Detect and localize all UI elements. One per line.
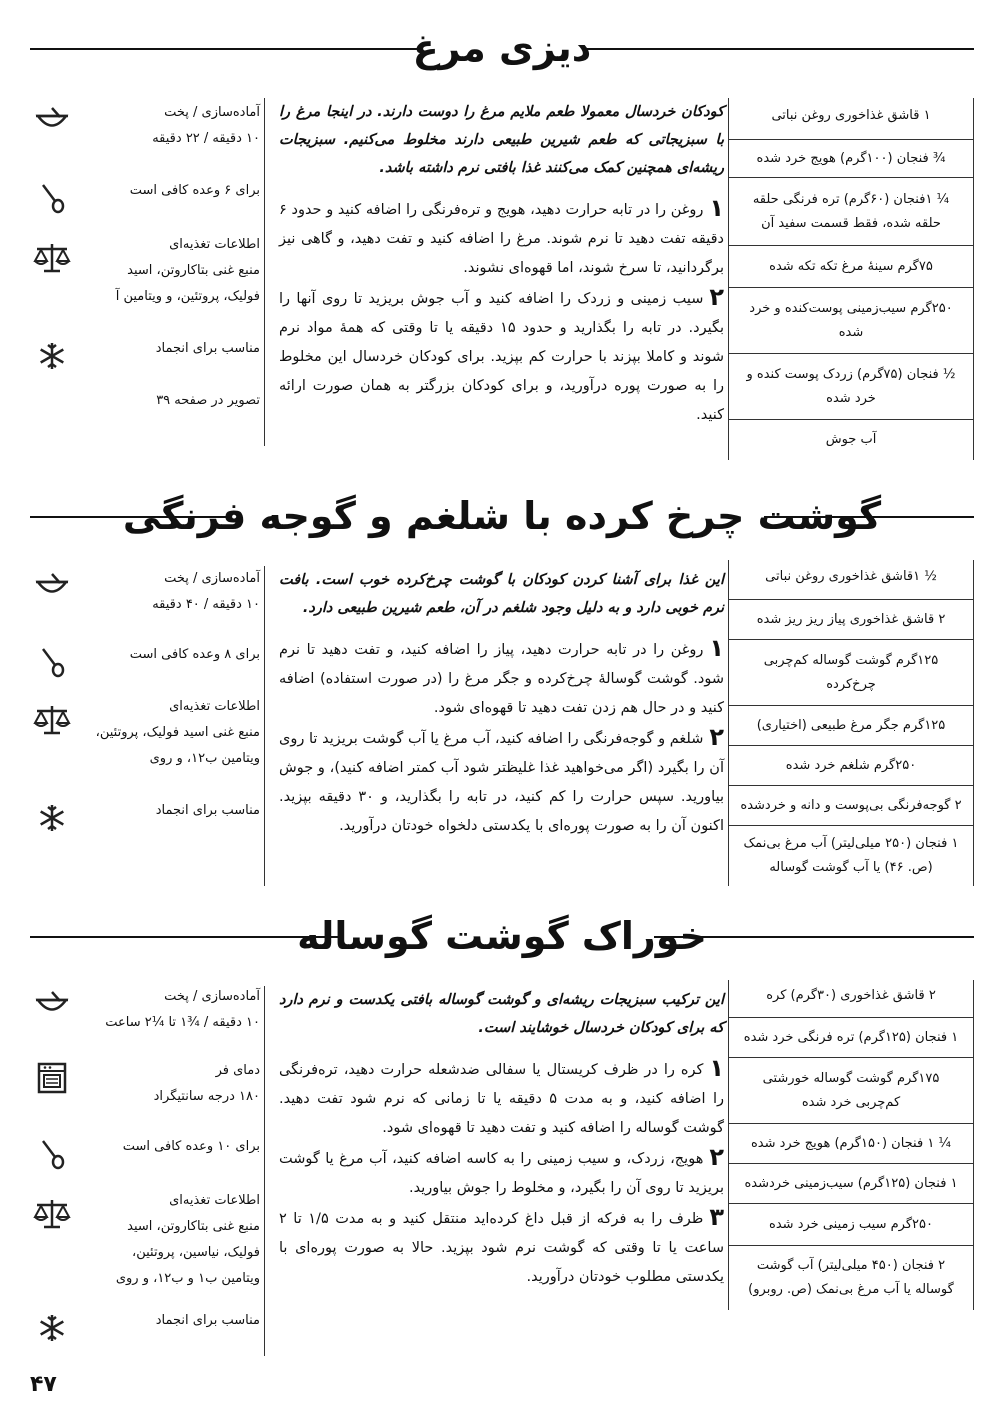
info-servings	[30, 642, 260, 682]
scale-icon	[30, 700, 74, 740]
ingredient-item: ۷۵گرم سینهٔ مرغ تکه تکه شده	[729, 246, 973, 288]
info-prep-time	[30, 100, 260, 152]
info-label: آماده‌سازی / پخت	[164, 105, 260, 120]
method-step	[279, 283, 724, 430]
info-value: منبع غنی بتاکاروتن، اسید	[127, 263, 260, 278]
ingredient-item: ½ ۱قاشق غذاخوری روغن نباتی	[729, 560, 973, 600]
step-number: ۱	[709, 634, 724, 662]
spoon-icon	[30, 642, 74, 682]
step-text: روغن را در تابه حرارت دهید، پیاز را اضافه کنید، و تفت دهید تا نرم شود. گوشت گوسالهٔ چرخ‌کرده و جگر مرغ را (در صورت استفاده) اضافه کنید و در حال هم زدن تفت دهید تا قهوه‌ای شود.	[279, 642, 724, 716]
step-number: ۲	[709, 283, 724, 311]
info-value: تصویر در صفحه ۳۹	[156, 393, 260, 408]
ingredient-item: ۲ قاشق غذاخوری (۳۰گرم) کره	[729, 980, 973, 1018]
ingredient-item: ۲۵۰گرم شلغم خرد شده	[729, 746, 973, 786]
step-text: روغن را در تابه حرارت دهید، هویج و تره‌فرنگی را اضافه کنید و حدود ۶ دقیقه تفت دهید تا نرم شوند. مرغ را اضافه کنید و تفت دهید، و گاهی نیز برگردانید، تا سرخ شوند، اما قهوه‌ای نشوند.	[279, 202, 724, 276]
ingredient-item: ¼ ۱فنجان (۶۰گرم) تره فرنگی حلقه حلقه شده، فقط قسمت سفید آن	[729, 178, 973, 246]
ingredient-item: ۱ فنجان (۱۲۵گرم) تره فرنگی خرد شده	[729, 1018, 973, 1058]
info-value: منبع غنی بتاکاروتن، اسید	[127, 1219, 260, 1234]
info-column	[30, 98, 260, 458]
info-value: ویتامین ب۱ و ب۱۲، و روی	[115, 1271, 260, 1286]
ingredient-item: ۱۲۵گرم جگر مرغ طبیعی (اختیاری)	[729, 706, 973, 746]
ingredients-list	[728, 560, 974, 886]
ingredient-item: آب جوش	[825, 432, 877, 447]
snowflake-icon	[30, 336, 74, 376]
info-nutrition	[30, 232, 260, 310]
step-number: ۲	[709, 1143, 724, 1171]
info-value: برای ۸ وعده کافی است	[129, 647, 260, 662]
info-value: مناسب برای انجماد	[155, 1313, 260, 1328]
recipe-intro: کودکان خردسال معمولا طعم ملایم مرغ را دوست دارند. در اینجا مرغ را با سبزیجاتی که طعم شیرین طبیعی دارند مخلوط می‌کنیم. سبزیجات ریشه‌ای همچنین کمک می‌کنند غذا بافتی نرم داشته باشد.	[279, 104, 724, 176]
step-number: ۱	[709, 1054, 724, 1082]
info-value: ویتامین ب۱۲، و روی	[149, 751, 260, 766]
step-text: شلغم و گوجه‌فرنگی را اضافه کنید، آب مرغ یا آب گوشت بریزید تا روی آن را بگیرد (اگر می‌خواهید غذا غلیظتر شود آب کمتر اضافه کنید)، و جوش بیاورید. سپس حرارت را کم کنید، در تابه را بگذارید، و ۳۰ دقیقه بپزید. اکنون آن را به صورت پوره‌ای با یکدستی دلخواه خودتان درآورید.	[279, 731, 725, 834]
step-text: سیب زمینی و زردک را اضافه کنید و آب جوش بریزید تا روی آنها را بگیرد. در تابه را بگذارید و حدود ۱۵ دقیقه یا تا وقتی که همهٔ مواد نرم شوند و کاملا بپزند با حرارت کم بپزید. برای کودکان خردسال این مخلوط را به صورت پوره درآورید، و برای کودکان بزرگتر به همان صورت ارائه کنید.	[279, 291, 724, 423]
ingredient-item: ½ فنجان (۷۵گرم) زردک پوست کنده و خرد شده	[729, 354, 973, 420]
method-column	[264, 98, 724, 446]
recipe-intro: این غذا برای آشنا کردن کودکان با گوشت چرخ‌کرده خوب است. بافت نرم خوبی دارد و به دلیل وجود شلغم در آن، طعم شیرین طبیعی دارد.	[279, 572, 724, 616]
method-step	[279, 1143, 724, 1203]
info-nutrition	[30, 694, 260, 772]
info-value: مناسب برای انجماد	[155, 341, 260, 356]
info-value: ۱۸۰ درجه سانتیگراد	[153, 1089, 260, 1104]
info-value: منبع غنی اسید فولیک، پروتئین،	[95, 725, 260, 740]
method-step	[279, 1203, 724, 1292]
method-step	[279, 634, 724, 723]
ingredient-item: ۱۷۵گرم گوشت گوساله خورشتی کم‌چربی خرد شده	[729, 1058, 973, 1124]
step-text: هویج، زردک، و سیب زمینی را به کاسه اضافه کنید، آب مرغ یا گوشت بریزید تا روی آن را بگیرد، و مخلوط را جوش بیاورید.	[279, 1151, 724, 1196]
info-servings	[30, 178, 260, 218]
info-prep-time	[30, 984, 260, 1036]
info-value: ۱۰ دقیقه / ۲۲ دقیقه	[152, 131, 260, 146]
step-text: کره را در ظرف کریستال یا سفالی ضدشعله حرارت دهید، تره‌فرنگی را اضافه کنید، و به مدت ۵ دقیقه یا تا زمانی که نرم شود تفت دهید. گوشت گوساله را اضافه کنید و تفت دهید تا قهوه‌ای شود.	[279, 1062, 725, 1136]
info-label: آماده‌سازی / پخت	[164, 989, 260, 1004]
oven-icon	[30, 1058, 74, 1098]
scale-icon	[30, 1194, 74, 1234]
ingredient-item: ¼ ۱ فنجان (۱۵۰گرم) هویج خرد شده	[729, 1124, 973, 1164]
info-label: دمای فر	[215, 1063, 260, 1078]
ingredients-list	[728, 980, 974, 1310]
info-value: مناسب برای انجماد	[155, 803, 260, 818]
spoon-icon	[30, 178, 74, 218]
method-step	[279, 1054, 724, 1143]
ingredient-item: ۱ فنجان (۱۲۵گرم) سیب‌زمینی خردشده	[729, 1164, 973, 1204]
info-label: اطلاعات تغذیه‌ای	[169, 699, 260, 714]
info-freezing	[30, 1308, 260, 1348]
info-freezing	[30, 798, 260, 838]
ingredient-item: ۲ فنجان (۴۵۰ میلی‌لیتر) آب گوشت گوساله یا آب مرغ بی‌نمک (ص. روبرو)	[748, 1258, 954, 1297]
ingredients-list	[728, 98, 974, 460]
ingredient-item: ۲۵۰گرم سیب‌زمینی پوست‌کنده و خرد شده	[729, 288, 973, 354]
page-number: ۴۷	[30, 1372, 57, 1397]
step-number: ۲	[709, 723, 724, 751]
info-servings	[30, 1134, 260, 1174]
info-prep-time	[30, 566, 260, 618]
recipe-title: دیزی مرغ	[412, 26, 592, 70]
info-label: آماده‌سازی / پخت	[164, 571, 260, 586]
recipe-title-row	[0, 486, 1004, 546]
info-value: برای ۱۰ وعده کافی است	[122, 1139, 260, 1154]
ingredient-item: ۱۲۵گرم گوشت گوساله کم‌چربی چرخ‌کرده	[729, 640, 973, 706]
snowflake-icon	[30, 1308, 74, 1348]
info-value: ۱۰ دقیقه / ۴۰ دقیقه	[152, 597, 260, 612]
ingredient-item: ۱ قاشق غذاخوری روغن نباتی	[729, 98, 973, 140]
bowl-icon	[30, 100, 74, 140]
info-column	[30, 984, 260, 1344]
recipe-title-row	[0, 18, 1004, 78]
info-freezing	[30, 336, 260, 376]
info-photo-ref	[30, 388, 260, 428]
info-value: فولیک، پروتئین، و ویتامین آ	[115, 289, 260, 304]
scale-icon	[30, 238, 74, 278]
info-value: فولیک، نیاسین، پروتئین،	[132, 1245, 260, 1260]
recipe-intro: این ترکیب سبزیجات ریشه‌ای و گوشت گوساله بافتی یکدست و نرم دارد که برای کودکان خردسال خوشایند است.	[279, 992, 724, 1036]
bowl-icon	[30, 566, 74, 606]
recipe-title-row	[0, 906, 1004, 966]
info-value: ۱۰ دقیقه / ¾۱ تا ¼۲ ساعت	[105, 1015, 260, 1030]
bowl-icon	[30, 984, 74, 1024]
ingredient-item: ¾ فنجان (۱۰۰گرم) هویج خرد شده	[729, 140, 973, 178]
snowflake-icon	[30, 798, 74, 838]
step-text: ظرف را به فرکه از قبل داغ کرده‌اید منتقل کنید و به مدت ۱/۵ تا ۲ ساعت یا تا وقتی که گوشت نرم شود بپزید. حالا به صورت پوره‌ای با یکدستی مطلوب خودتان درآورید.	[279, 1211, 724, 1285]
ingredient-item: ۱ فنجان (۲۵۰ میلی‌لیتر) آب مرغ بی‌نمک (ص. ۴۶) یا آب گوشت گوساله	[743, 836, 959, 875]
recipe-title: خوراک گوشت گوساله	[297, 914, 707, 958]
info-label: اطلاعات تغذیه‌ای	[169, 237, 260, 252]
ingredient-item: ۲ گوجه‌فرنگی بی‌پوست و دانه و خردشده	[729, 786, 973, 826]
ingredient-item: ۲۵۰گرم سیب زمینی خرد شده	[729, 1204, 973, 1246]
step-number: ۱	[709, 194, 724, 222]
ingredient-item: ۲ قاشق غذاخوری پیاز ریز ریز شده	[729, 600, 973, 640]
method-step	[279, 194, 724, 283]
info-nutrition	[30, 1188, 260, 1292]
spoon-icon	[30, 1134, 74, 1174]
method-column	[264, 986, 724, 1356]
step-number: ۳	[709, 1203, 725, 1231]
info-column	[30, 566, 260, 866]
info-label: اطلاعات تغذیه‌ای	[169, 1193, 260, 1208]
method-column	[264, 566, 724, 886]
method-step	[279, 723, 724, 841]
info-oven-temp	[30, 1058, 260, 1110]
recipe-title: گوشت چرخ کرده با شلغم و گوجه فرنگی	[122, 494, 882, 538]
info-value: برای ۶ وعده کافی است	[129, 183, 260, 198]
